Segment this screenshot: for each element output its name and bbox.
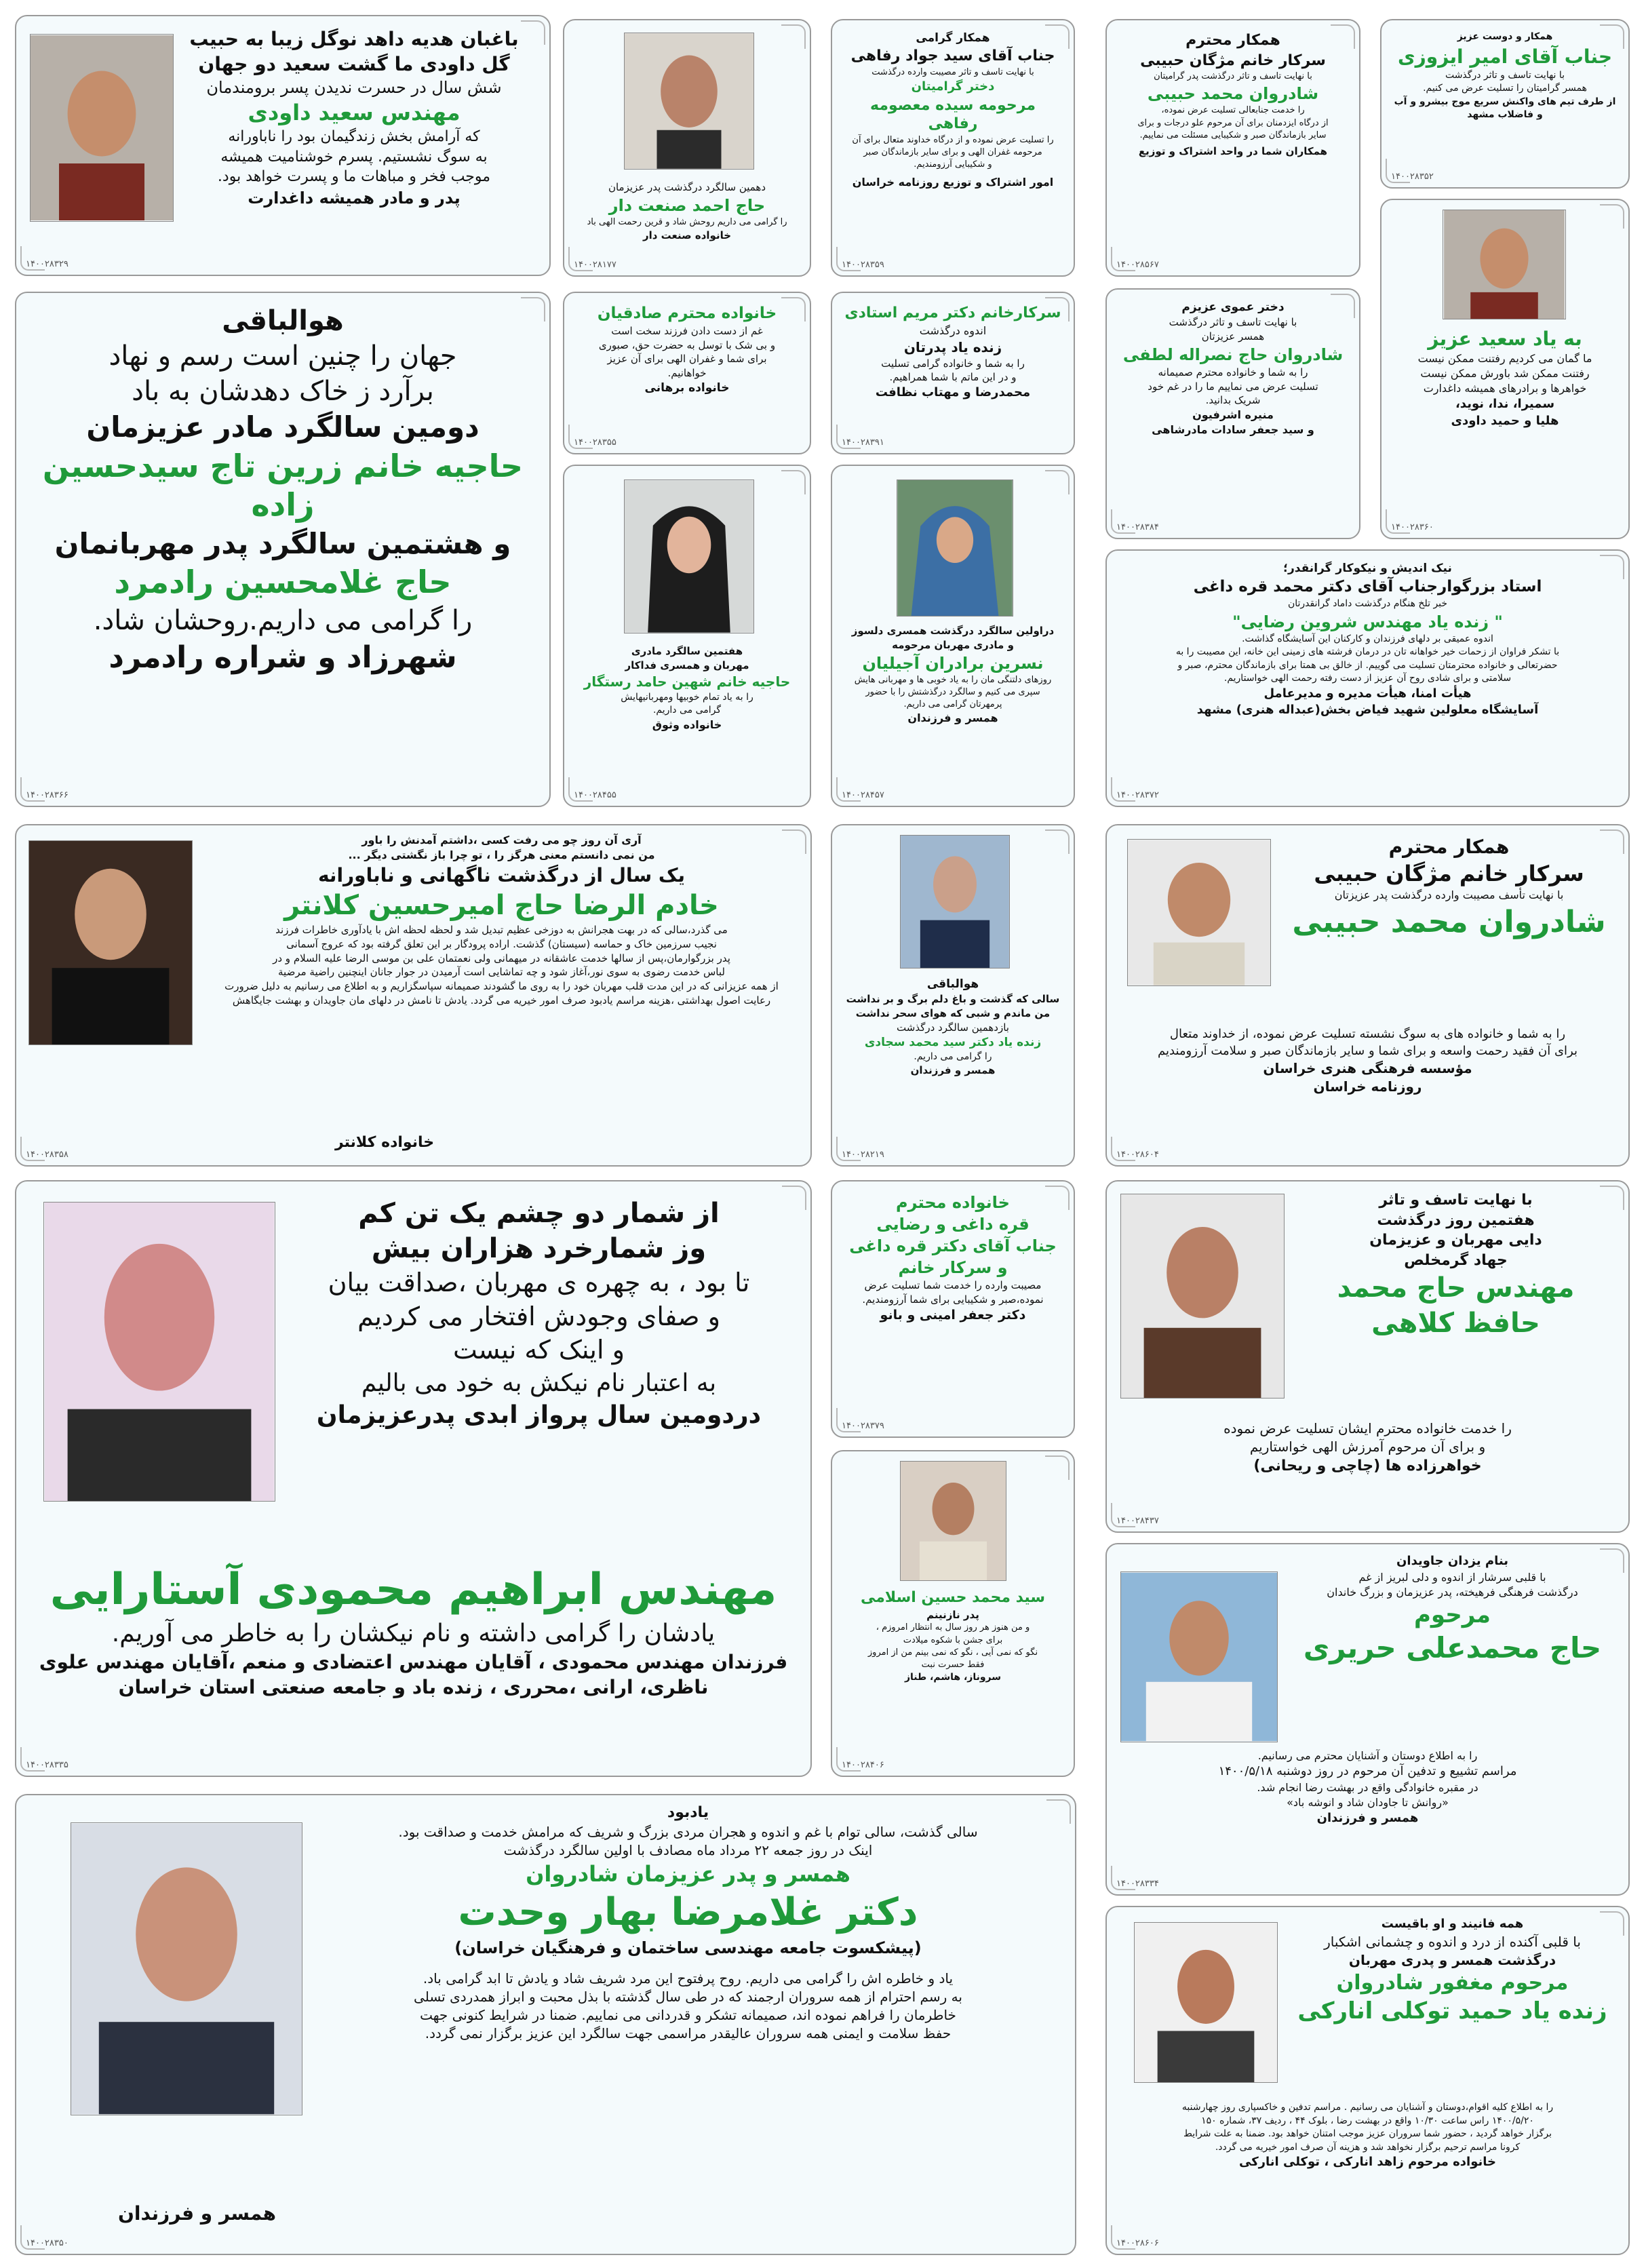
heading: همکار محترم xyxy=(1388,836,1510,858)
deceased-name: مهندس حاج محمد xyxy=(1337,1272,1575,1304)
ad-code: ۱۴۰۰۲۸۳۶۰ xyxy=(1391,522,1434,532)
recipient-name: سرکار خانم مژگان حبیبی xyxy=(1314,861,1584,886)
portrait-photo xyxy=(900,1461,1006,1581)
recipient-name: و سرکار خانم xyxy=(898,1258,1008,1277)
deceased-name: شادروان محمد حبیبی xyxy=(1292,905,1606,939)
text-line: را تسلیت عرض نموده و از درگاه خداوند متعال برای آن xyxy=(852,134,1054,145)
text-line: با نهایت تاسف و تاثر xyxy=(1379,1192,1533,1209)
deceased-name: شادروان محمد حبیبی xyxy=(1147,84,1319,104)
obituary-ad-ostadi xyxy=(831,292,1075,454)
deceased-name: حاجیه خانم زرین تاج سیدحسین زاده xyxy=(42,447,524,523)
signature: منیره اشرفیون xyxy=(1192,408,1274,421)
heading: پدر نازنینم xyxy=(926,1608,979,1621)
poem-line-2: من ماندم و شبی که هوای سحر نداشت xyxy=(855,1007,1051,1019)
text-line: و شکیبایی آرزومندیم. xyxy=(914,159,992,170)
poem-line-2: گل داودی ما گشت سعید دو جهان xyxy=(198,53,510,75)
obituary-ad-refahi xyxy=(831,19,1075,277)
poem-line-2: برآرد ز خاک دهدشان به باد xyxy=(132,376,434,407)
poem-line-1: سالی که گذشت و باغ دلم برگ و بر نداشت xyxy=(846,993,1060,1006)
text-line: دهمین سالگرد درگذشت پدر عزیزمان xyxy=(608,181,766,193)
deceased-name: زنده یاد دکتر سید محمد سجادی xyxy=(864,1035,1042,1049)
obituary-ad-gharehdaghi xyxy=(1105,549,1630,807)
paragraph-line: خاطرمان را فراهم نموده اند، صمیمانه تشکر و قدردانی می نماییم. ضمنا در شرایط کنونی جهت xyxy=(420,2006,956,2023)
portrait-photo xyxy=(1127,839,1271,986)
poem-line-1: باغبان هدیه داهد نوگل زیبا به حبیب xyxy=(189,28,519,50)
obituary-ad-sajjadi xyxy=(831,824,1075,1167)
obituary-ad-radmard xyxy=(15,292,551,807)
text-line: را گرامی می داریم. xyxy=(914,1051,992,1062)
signature: آسایشگاه معلولین شهید فیاض بخش(عبداله هنری) مشهد xyxy=(1196,703,1539,717)
text-line: هفتمین روز درگذشت xyxy=(1377,1211,1535,1229)
text-line: را خدمت خانواده محترم ایشان تسلیت عرض نموده xyxy=(1223,1420,1512,1436)
obituary-ad-kolahi xyxy=(1105,1180,1630,1533)
text-line: روزهای دلتنگی مان را به یاد خوبی ها و مهربانی هایش xyxy=(854,674,1052,685)
signature: همسر و فرزندان xyxy=(910,1064,996,1077)
text-line: را گرامی می داریم.روحشان شاد. xyxy=(93,604,473,636)
recipient-name: استاد بزرگوارجناب آقای دکتر محمد قره داغی xyxy=(1193,578,1542,596)
recipient-name: جناب آقای امیر ایزوزی xyxy=(1397,45,1613,68)
ad-code: ۱۴۰۰۲۸۶۰۴ xyxy=(1116,1150,1159,1160)
deceased-name: حاج احمد صنعت دار xyxy=(608,195,766,215)
text-line: مراسم تشییع و تدفین آن مرحوم در روز دوشنبه ۱۴۰۰/۵/۱۸ xyxy=(1218,1764,1517,1778)
text-line: تسلیت عرض می نماییم ما را در غم خود xyxy=(1148,380,1318,393)
text-line: سایر بازماندگان صبر و شکیبایی مسئلت می نماییم. xyxy=(1139,130,1327,140)
portrait-photo xyxy=(624,33,754,170)
text-line: دایی مهربان و عزیزمان xyxy=(1369,1232,1542,1249)
text-line: و بی شک با توسل به حضرت حق، صبوری xyxy=(598,338,776,351)
recipient-name: سرکار خانم مژگان حبیبی xyxy=(1140,52,1326,69)
text-line: هفتمین سالگرد مادری xyxy=(631,645,743,657)
heading: خانواده محترم صادقیان xyxy=(597,305,777,322)
text-line: همسر گرامیتان را تسلیت عرض می کنیم. xyxy=(1423,83,1587,94)
ad-code: ۱۴۰۰۲۸۲۱۹ xyxy=(842,1150,884,1160)
text-line: نموده،صبر و شکیبایی برای شما آرزومندیم. xyxy=(862,1293,1044,1306)
heading: خانواده محترم xyxy=(896,1193,1010,1212)
text-line: نگو که نمی آیی ، نگو که نمی بینم من از امروز xyxy=(867,1647,1038,1658)
portrait-photo xyxy=(1120,1194,1285,1399)
text-line: را خدمت جنابعالی تسلیت عرض نموده، xyxy=(1161,105,1305,116)
deceased-name: مهندس ابراهیم محمودی آستارایی xyxy=(50,1565,777,1615)
obituary-ad-gharehdaghi-rezaei xyxy=(831,1180,1075,1438)
signature: سروناز، هاشم، طناز xyxy=(904,1672,1002,1683)
text-line: و اینک که نیست xyxy=(453,1335,625,1365)
ad-code: ۱۴۰۰۲۸۵۶۷ xyxy=(1116,260,1159,270)
obituary-ad-baharvahdat xyxy=(15,1794,1076,2255)
heading: هوالباقی xyxy=(926,977,979,991)
recipient-name: جناب آقای سید جواد رفاهی xyxy=(850,47,1055,65)
text-line: بازدهمین سالگرد درگذشت xyxy=(897,1021,1009,1034)
text-line: شریک بدانید. xyxy=(1205,394,1261,407)
text-line: سپری می کنیم و سالگرد درگذشتش را با حضور xyxy=(865,686,1040,697)
ad-code: ۱۴۰۰۲۸۳۵۰ xyxy=(26,2238,68,2248)
paragraph-line: نجیب سرزمین خاک و حماسه (سیستان) گذشت. اراده پرودگار بر این تعلق گرفته بود که عروج آسمانی xyxy=(286,937,717,950)
paragraph-line: می گذرد،سالی که در بهت هجرانش به دوزخی عظیم تبدیل شد و لحظه لحظه اش با یادآوری خاطرات فرزند xyxy=(275,924,728,936)
text-line: از درگاه ایزدمنان برای آن مرحوم علو درجات و برای xyxy=(1137,117,1329,128)
text-line: اندوه عمیقی بر دلهای فرزندان و کارکنان این آسایشگاه گذاشت. xyxy=(1242,633,1493,644)
obituary-ad-mahmoudi xyxy=(15,1180,812,1777)
ad-code: ۱۴۰۰۲۸۳۳۴ xyxy=(1116,1879,1159,1889)
text-line: را به شما و خانواده گرامی تسلیت xyxy=(881,357,1025,370)
obituary-ad-kalantar xyxy=(15,824,812,1167)
signature: روزنامه خراسان xyxy=(1313,1078,1422,1095)
recipient-name: جناب آقای دکتر قره داغی xyxy=(849,1236,1057,1255)
obituary-ad-lotfi xyxy=(1105,288,1360,539)
ad-code: ۱۴۰۰۲۸۳۸۴ xyxy=(1116,522,1159,532)
obituary-ad-rastegar xyxy=(563,465,811,807)
text-line: را به اطلاع دوستان و آشنایان محترم می رسانیم. xyxy=(1257,1749,1478,1762)
text-line: با نهایت تاسف و تاثر درگذشت xyxy=(1445,69,1565,81)
signature: همسر و فرزندان xyxy=(1316,1810,1419,1825)
signature: هیأت امنا، هیأت مدیره و مدیرعامل xyxy=(1263,686,1472,701)
text-line: با تشکر فراوان از زحمات خیر خواهانه تان در درمان فرشته های زمینی این خانه، این مصیبت را به xyxy=(1175,646,1560,657)
heading: بنام یزدان جاویدان xyxy=(1396,1554,1508,1568)
signature: و فاضلاب مشهد xyxy=(1467,109,1543,120)
obituary-ad-saeed-memory xyxy=(1380,199,1630,539)
ad-code: ۱۴۰۰۲۸۳۶۶ xyxy=(26,790,68,800)
text-line: (پیشکسوت جامعه مهندسی ساختمان و فرهنگیان خراسان) xyxy=(454,1938,922,1957)
text-line: دختر گرامیتان xyxy=(911,79,995,94)
text-line: خواهانیم. xyxy=(667,367,707,379)
text-line: با قلبی سرشار از اندوه و دلی لبریز از غم xyxy=(1358,1570,1546,1584)
deceased-name: دکتر غلامرضا بهار وحدت xyxy=(458,1890,918,1934)
text-line: شش سال در حسرت ندیدن پسر برومندمان xyxy=(206,78,502,97)
obituary-ad-hariri xyxy=(1105,1543,1630,1896)
signature: محمدرضا و مهتاب نظافت xyxy=(875,385,1031,399)
ad-code: ۱۴۰۰۲۸۳۵۸ xyxy=(26,1150,68,1160)
signature: سمیرا، ندا، نوید، xyxy=(1455,397,1555,411)
signature: خانواده کلانتر xyxy=(335,1133,435,1151)
portrait-photo xyxy=(900,835,1010,969)
text-line: مرحومه غفران الهی و برای سایر بازماندگان صبر xyxy=(863,146,1042,157)
signature: همسر و فرزندان xyxy=(907,711,998,725)
text-line: را به یاد تمام خوبیها ومهربانیهایش xyxy=(621,691,753,703)
text-line: دردومین سال پرواز ابدی پدرعزیزمان xyxy=(316,1401,762,1429)
text-line: حضرتعالی و خانواده محترمتان تسلیت می گوییم. از خالق بی همتا برای بازماندگان محترم، صبر و xyxy=(1177,659,1558,671)
text-line: برای آن فقید رحمت واسعه و برای شما و سایر بازماندگان صبر و سلامت آرزومندیم xyxy=(1158,1043,1578,1058)
text-line: به سوگ نشستیم. پسرم خوشنامیت همیشه xyxy=(220,148,488,165)
text-line: با قلبی آکنده از درد و اندوه و چشمانی اشکبار xyxy=(1324,1933,1581,1950)
heading: همکار گرامی xyxy=(916,31,990,45)
paragraph-line: پدر بزرگوارمان،پس از سالها خدمت عاشقانه در میهمانی ولی نعمتمان علی بن موسی الرضا علیه السلام و در xyxy=(273,952,730,964)
signature: فرزندان مهندس محمودی ، آقایان مهندس اعتضادی و منعم ،آقایان مهندس علوی xyxy=(39,1651,788,1673)
signature: خانواده وثوق xyxy=(652,718,722,731)
text-line: و هشتمین سالگرد پدر مهربانمان xyxy=(54,526,511,560)
text-line: با نهایت تاسف و تاثر درگذشت xyxy=(1169,316,1297,329)
text-line: یادشان را گرامی داشته و نام نیکشان را به خاطر می آوریم. xyxy=(111,1620,716,1647)
ad-code: ۱۴۰۰۲۸۳۷۹ xyxy=(842,1421,884,1431)
obituary-ad-tavakoli xyxy=(1105,1906,1630,2255)
paragraph-line: به رسم احترام از همه سروران ارجمند که در طی سال گذشته با بذل محبت و ابراز همدردی تسلی xyxy=(414,1988,962,2005)
heading: هوالباقی xyxy=(222,305,344,336)
text-line: خبر تلخ هنگام درگذشت داماد گرانقدرتان xyxy=(1287,598,1448,609)
deceased-name: حاج محمدعلی حریری xyxy=(1303,1631,1602,1664)
ad-code: ۱۴۰۰۲۸۴۵۷ xyxy=(842,790,884,800)
obituary-ad-habibi-large xyxy=(1105,824,1630,1167)
text-line: با نهایت تاسف و تاثر درگذشت پدر گرامیتان xyxy=(1154,71,1312,81)
obituary-ad-davoudi xyxy=(15,15,551,276)
deceased-name-2: حافظ کلاهی xyxy=(1371,1308,1540,1339)
signature: پدر و مادر همیشه داغدارت xyxy=(248,188,461,208)
text-line: سلامتی و برای شادی روح آن عزیز از دست رفته رحمت الهی خواستاریم. xyxy=(1223,673,1512,684)
signature: دکتر جعفر امینی و بانو xyxy=(880,1307,1026,1323)
heading: به یاد سعید عزیز xyxy=(1428,328,1582,350)
heading: همه فانیند و او باقیست xyxy=(1381,1917,1524,1931)
text-line: برای جشن با شکوه میلادت xyxy=(903,1635,1003,1645)
text-line: اندوه درگذشت xyxy=(919,324,987,337)
text-line: به اعتبار نام نیکش به خود می بالیم xyxy=(361,1369,717,1397)
signature: و سید جعفر سادات مادرشاهی xyxy=(1152,423,1314,436)
ad-code: ۱۴۰۰۲۸۳۹۱ xyxy=(842,437,884,448)
heading: همکار محترم xyxy=(1185,32,1280,49)
ad-code: ۱۴۰۰۲۸۱۷۷ xyxy=(574,260,616,270)
ad-code: ۱۴۰۰۲۸۳۵۲ xyxy=(1391,172,1434,182)
deceased-name: خادم الرضا حاج امیرحسین کلانتر xyxy=(284,890,719,921)
obituary-ad-izoozi xyxy=(1380,19,1630,189)
signature: امور اشتراک و توزیع روزنامه خراسان xyxy=(852,176,1054,189)
signature: مؤسسه فرهنگی هنری خراسان xyxy=(1263,1060,1472,1076)
text-line: و مادری مهربان مرحومه xyxy=(892,638,1014,651)
signature: همکاران شما در واحد اشتراک و توزیع xyxy=(1138,145,1328,157)
text-line: در مقبره خانوادگی واقع در بهشت رضا انجام شد. xyxy=(1257,1780,1478,1794)
text-line: با نهایت تاسف و تاثر مصیبت وارده درگذشت xyxy=(871,66,1034,77)
text-line: را به شما و خانواده محترم صمیمانه xyxy=(1158,366,1308,378)
signature: خواهرزاده ها (چاچی و ریحانی) xyxy=(1253,1458,1482,1474)
obituary-ad-habibi-small xyxy=(1105,19,1360,277)
obituary-ad-ajilian xyxy=(831,465,1075,807)
paragraph-line: حفظ سلامت و ایمنی همه سروران عالیقدر مراسمی جهت سالگرد این عزیز برگزار نمی گردد. xyxy=(425,2025,952,2041)
text-line: پرمهرتان گرامی می داریم. xyxy=(903,699,1002,709)
obituary-ad-sanatdar xyxy=(563,19,811,277)
paragraph-line: کرونا مراسم ترحیم برگزار نخواهد شد و هزینه آن صرف امور خیریه می گردد. xyxy=(1215,2141,1521,2153)
signature: خانواده مرحوم زاهد انارکی ، توکلی انارکی xyxy=(1239,2155,1496,2169)
portrait-photo xyxy=(1120,1571,1278,1742)
poem-line-1: ما گمان می کردیم رفتنت ممکن نیست xyxy=(1417,352,1592,365)
text-line: سالی گذشت، سالی توام با غم و اندوه و هجران مردی بزرگ و شریف که مرامش خدمت و صداقت بود. xyxy=(398,1823,978,1840)
text-line: اینک در روز جمعه ۲۲ مرداد ماه مصادف با اولین سالگرد درگذشت xyxy=(503,1841,873,1858)
poem-line-1: جهان را چنین است رسم و نهاد xyxy=(109,340,457,372)
deceased-name: زنده یاد حمید توکلی انارکی xyxy=(1297,1997,1607,2025)
recipient-name: قره داغی و رضایی xyxy=(876,1215,1030,1234)
signature: هلیا و حمید داودی xyxy=(1451,413,1559,428)
text-line: مهربان و همسری فداکار xyxy=(625,659,749,671)
deceased-name: مرحومه سیده معصومه رفاهی xyxy=(869,96,1036,132)
heading: دختر عموی عزیزم xyxy=(1181,300,1285,314)
text-line: درگذشت همسر و پدری مهربان xyxy=(1348,1951,1556,1968)
text-line: یک سال از درگذشت ناگهانی و ناباورانه xyxy=(317,864,686,886)
ad-code: ۱۴۰۰۲۸۳۲۹ xyxy=(26,259,68,269)
portrait-photo xyxy=(71,1822,302,2115)
text-line: برای شما و غفران الهی برای آن عزیز xyxy=(607,353,767,366)
text-line: را گرامی می داریم روحش شاد و قرین رحمت الهی باد xyxy=(587,216,787,227)
ad-code: ۱۴۰۰۲۸۴۳۷ xyxy=(1116,1516,1159,1526)
text-line: که آرامش بخش زندگیمان بود را ناباورانه xyxy=(228,128,480,145)
paragraph-line: رعایت اصول بهداشتی ،هزینه مراسم یادبود صرف امور خیریه می گردد. یادش تا نامش در دلهای مان جاویدان و بهشت جایگاهش xyxy=(232,994,771,1006)
text-line: مرحوم xyxy=(1414,1601,1491,1628)
deceased-name: نسرین برادران آجیلیان xyxy=(862,653,1044,673)
signature: شهرزاد و شراره رادمرد xyxy=(109,640,457,675)
ad-code: ۱۴۰۰۲۸۶۰۶ xyxy=(1116,2238,1159,2248)
text-line: دومین سالگرد مادر عزیزمان xyxy=(86,410,479,444)
heading: یادبود xyxy=(667,1804,709,1821)
paragraph-line: ۱۴۰۰/۵/۲۰ راس ساعت ۱۰/۳۰ واقع در بهشت رضا ، بلوک ۴۴ ، ردیف ۳۷، شماره ۱۵۰ xyxy=(1201,2115,1534,2126)
deceased-name: حاجیه خانم شهین حامد رستگار xyxy=(583,673,791,690)
text-line: مرحوم مغفور شادروان xyxy=(1336,1970,1569,1995)
signature: از طرف تیم های واکنش سریع موج بیشرو و آب xyxy=(1394,96,1616,107)
text-line: و من هنوز هر روز سال به انتظار امروزم ، xyxy=(876,1622,1030,1633)
text-line: همسر عزیزتان xyxy=(1201,330,1265,343)
text-line: خواهرها و برادرهای همیشه داغدارت xyxy=(1423,382,1587,395)
ad-code: ۱۴۰۰۲۸۴۵۵ xyxy=(574,790,616,800)
portrait-photo xyxy=(1443,210,1566,319)
ad-code: ۱۴۰۰۲۸۳۵۹ xyxy=(842,260,884,270)
heading: نیک اندیش و نیکوکار گرانقدر؛ xyxy=(1283,562,1452,575)
deceased-name: سید محمد حسین اسلامی xyxy=(860,1589,1045,1606)
deceased-name-2: حاج غلامحسین رادمرد xyxy=(114,564,452,600)
signature: خانواده صنعت دار xyxy=(642,229,732,241)
paragraph-line: برگزار خواهد گردید ، حضور شما سروران عزیز موجب امتنان خواهد بود. ضمنا به علت شرایط xyxy=(1183,2128,1552,2139)
text-line: گرامی می داریم. xyxy=(652,705,722,716)
poem-line-1: آری آن روز چو می رفت کسی ،داشتم آمدنش را باور xyxy=(361,834,642,846)
ad-code: ۱۴۰۰۲۸۴۰۶ xyxy=(842,1760,884,1770)
text-line: درگذشت فرهنگی فرهیخته، پدر عزیزمان و بزرگ خاندان xyxy=(1327,1585,1578,1599)
text-line: را به شما و خانواده های به سوگ نشسته تسلیت عرض نموده، از خداوند متعال xyxy=(1169,1027,1566,1041)
text-line: همسر و پدر عزیزمان شادروان xyxy=(526,1860,850,1887)
heading: سرکارخانم دکتر مریم استادی xyxy=(844,305,1061,321)
signature: خانواده برهانی xyxy=(644,380,730,395)
obituary-ad-eslami xyxy=(831,1450,1075,1777)
portrait-photo xyxy=(28,840,193,1045)
portrait-photo xyxy=(897,480,1013,617)
text-line: با نهایت تأسف مصیبت وارده درگذشت پدر عزیزتان xyxy=(1334,888,1564,901)
signature: ناظری، ارانی ،محرری ، زنده باد و جامعه صنعتی استان خراسان xyxy=(118,1676,709,1698)
text-line: جهاد گرمخلص xyxy=(1404,1251,1508,1269)
obituary-ad-sadeghian xyxy=(563,292,811,454)
paragraph-line: یاد و خاطره اش را گرامی می داریم. روح پرفتوح این مرد شریف شاد و یادش تا ابد گرامی باد. xyxy=(423,1970,954,1987)
heading: همکار و دوست عزیز xyxy=(1457,31,1553,42)
text-line: و صفای وجودش افتخار می کردیم xyxy=(357,1301,720,1331)
text-line: «روانش تا جاودان شاد و انوشه باد» xyxy=(1287,1795,1449,1809)
portrait-photo xyxy=(1134,1922,1278,2083)
deceased-name: " زنده یاد مهندس شروین رضایی" xyxy=(1232,612,1503,631)
text-line: فقط حسرت نبت xyxy=(921,1660,985,1670)
text-line: مصیبت وارده را خدمت شما تسلیت عرض xyxy=(864,1279,1042,1291)
text-line: موجب فخر و مباهات ما و پسرت خواهد بود. xyxy=(217,168,491,185)
text-line: غم از دست دادن فرزند سخت است xyxy=(611,324,763,337)
deceased-name: زنده یاد پدرتان xyxy=(903,338,1002,355)
text-line: و در این ماتم با شما همراهیم. xyxy=(889,371,1017,384)
deceased-name: شادروان حاج نصراله لطفی xyxy=(1122,345,1344,364)
portrait-photo xyxy=(43,1202,275,1502)
paragraph-line: لباس خدمت رضوی به سوی نور،آغاز شود و چه تماشایی است آرمیدن در جوار جانان اینچنین راضیة مرضیة xyxy=(278,966,725,979)
deceased-name: مهندس سعید داودی xyxy=(248,100,461,125)
ad-code: ۱۴۰۰۲۸۳۵۵ xyxy=(574,437,616,448)
portrait-photo xyxy=(30,34,174,222)
paragraph-line: از همه عزیزانی که در این مدت قلب مهربان خود را به روی ما گشودند صمیمانه سپاسگزاریم و به اطلاع می رسانیم به دلیل ضرورت xyxy=(224,980,779,992)
text-line: تا بود ، به چهره ی مهربان ،صداقت بیان xyxy=(328,1268,750,1297)
poem-line-1: از شمار دو چشم یک تن کم xyxy=(358,1198,720,1229)
text-line: دراولین سالگرد درگذشت همسری دلسوز xyxy=(851,625,1055,637)
signature: همسر و فرزندان xyxy=(118,2202,277,2225)
ad-code: ۱۴۰۰۲۸۳۳۵ xyxy=(26,1760,68,1770)
text-line: و برای آن مرحوم آمرزش الهی خواستاریم xyxy=(1249,1439,1486,1455)
poem-line-2: رفتنت ممکن شد باورش ممکن نیست xyxy=(1420,367,1590,380)
portrait-photo xyxy=(624,480,754,633)
ad-code: ۱۴۰۰۲۸۳۷۲ xyxy=(1116,790,1159,800)
poem-line-2: وز شمارخرد هزاران بیش xyxy=(371,1233,707,1264)
poem-line-2: من نمی دانستم معنی هرگز را ، تو چرا باز نگشتی دیگر ... xyxy=(348,848,655,861)
paragraph-line: را به اطلاع کلیه اقوام،دوستان و آشنایان می رسانیم . مراسم تدفین و خاکسپاری روز چهارشنبه xyxy=(1181,2102,1554,2113)
